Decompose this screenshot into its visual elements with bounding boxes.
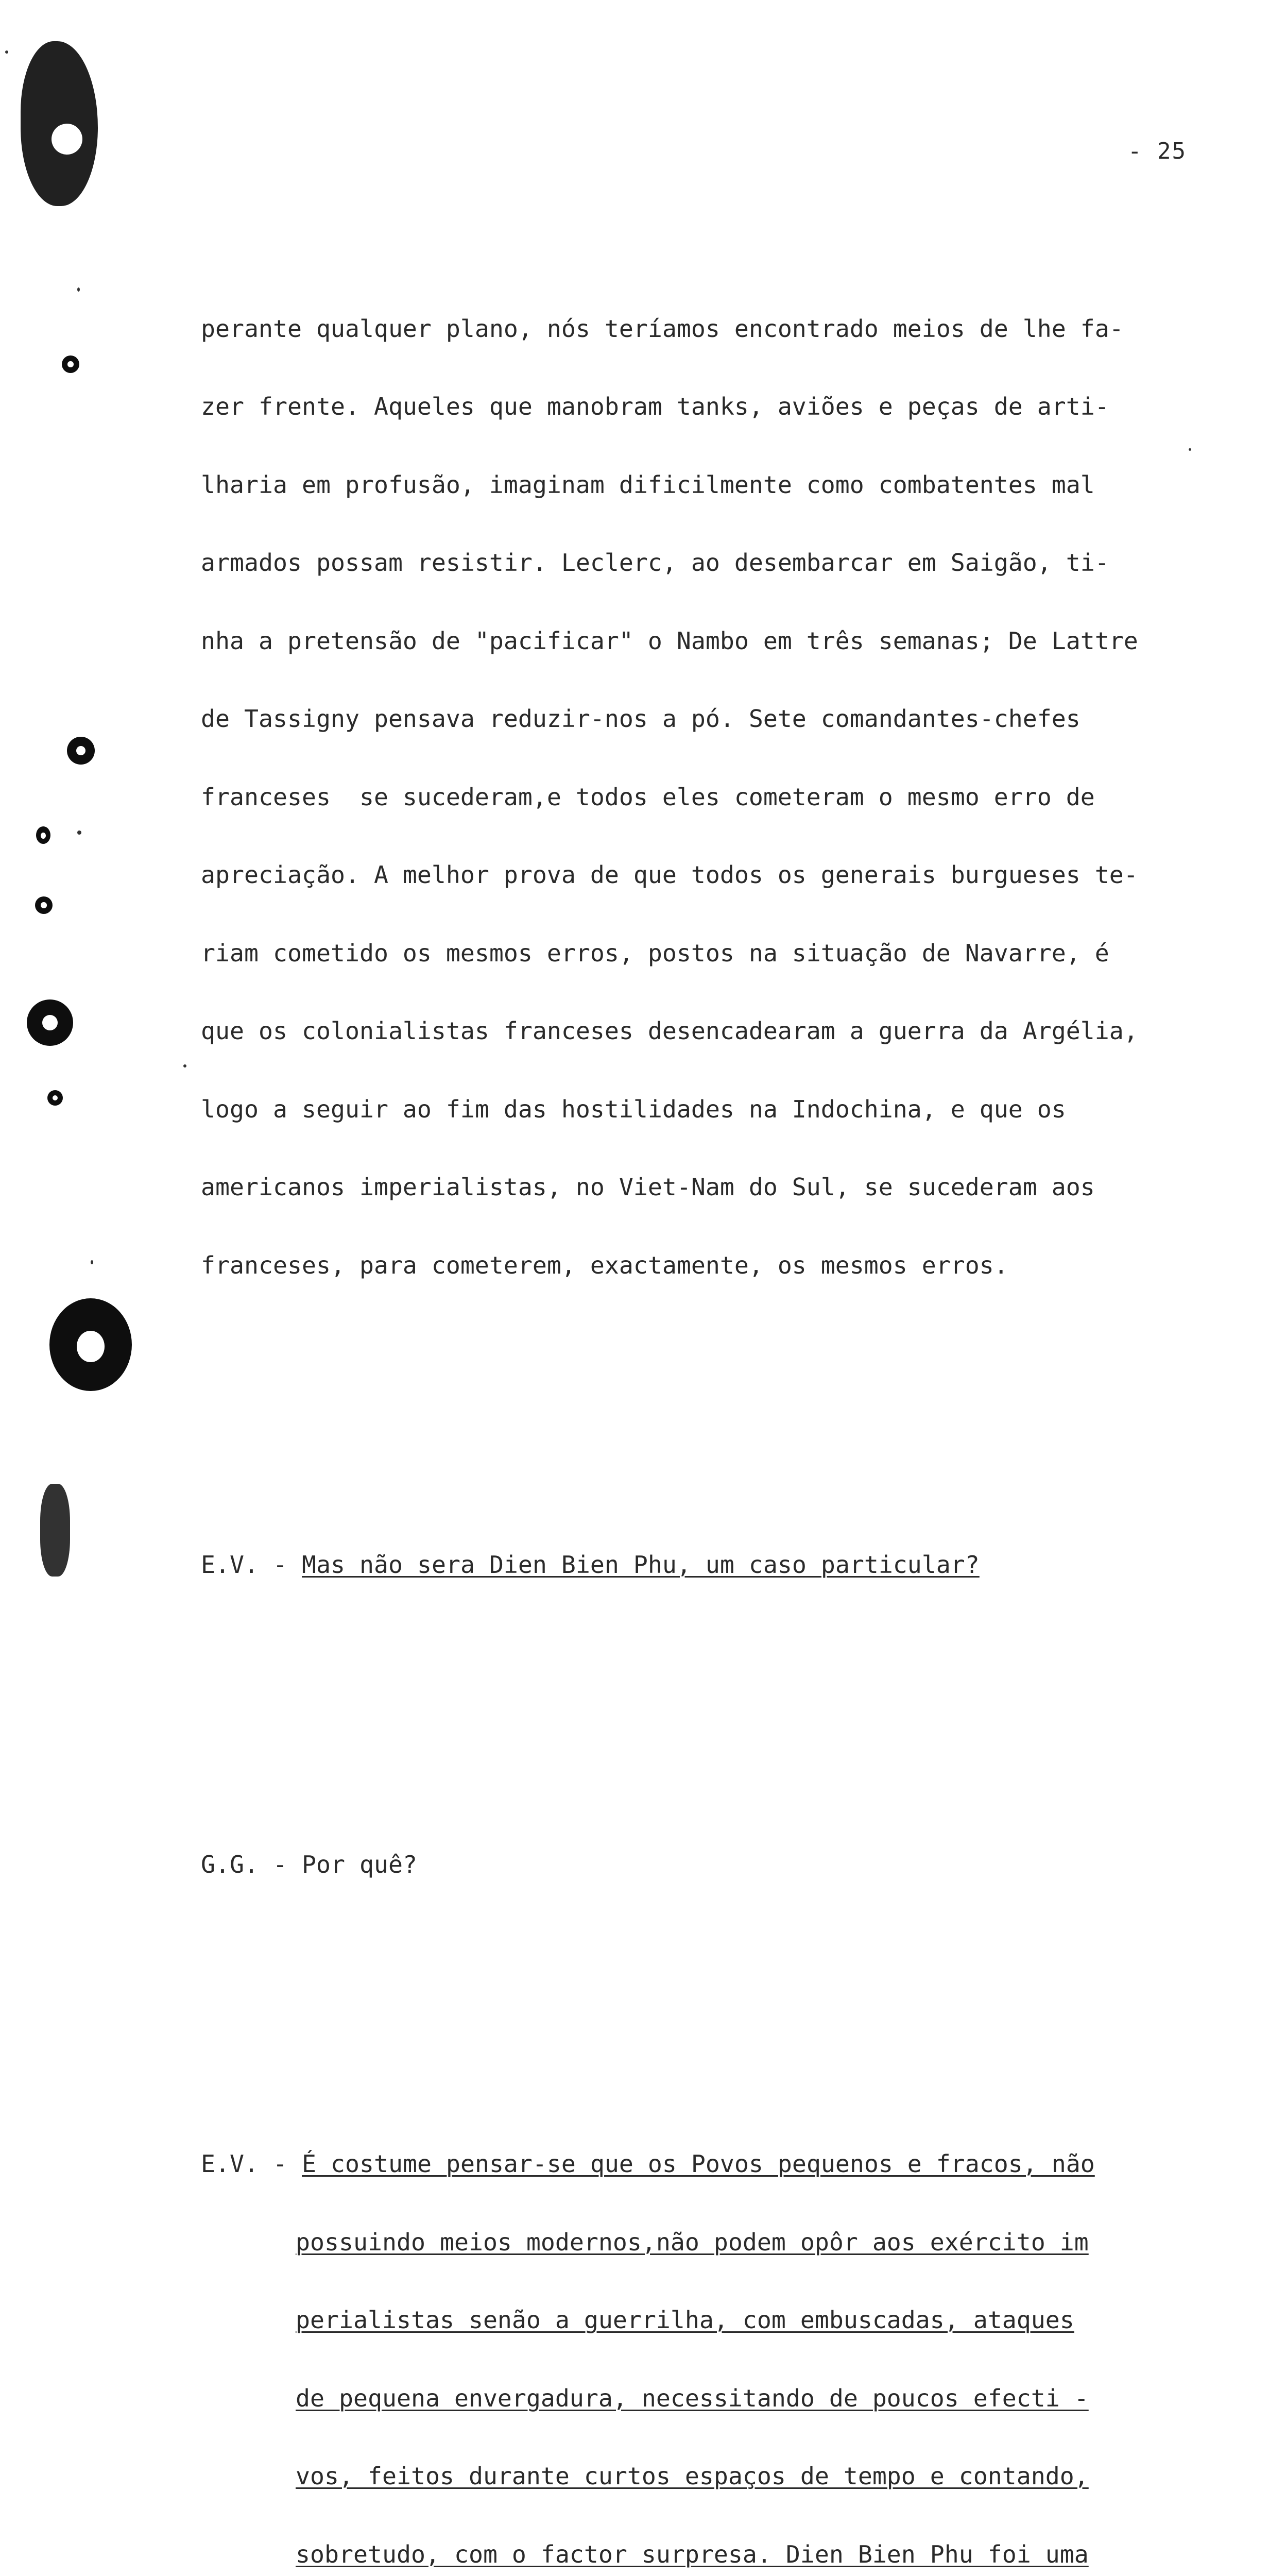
text-line: que os colonialistas franceses desencadearam a guerra da Argélia, <box>201 1017 1138 1045</box>
question-entry <box>201 2099 1226 2576</box>
page-number: - 25 <box>1128 138 1187 164</box>
text-line: nha a pretensão de "pacificar" o Nambo em três semanas; De Lattre <box>201 626 1138 655</box>
answer-entry <box>201 1800 1226 1930</box>
punch-hole-4 <box>35 896 53 914</box>
punch-hole-bottom-blot <box>40 1484 70 1577</box>
speck-6 <box>183 1064 186 1067</box>
punch-hole-7 <box>49 1298 132 1391</box>
question-text: sobretudo, com o factor surpresa. Dien Bien Phu foi uma <box>296 2540 1089 2568</box>
speaker-label: E.V. - <box>201 1551 287 1579</box>
question-entry <box>201 1500 1226 1630</box>
text-line: apreciação. A melhor prova de que todos os generais burgueses te- <box>201 861 1138 889</box>
answer-text: Por quê? <box>302 1850 417 1878</box>
punch-hole-5 <box>27 999 73 1046</box>
question-text: de pequena envergadura, necessitando de poucos efecti - <box>296 2384 1089 2412</box>
text-line: de Tassigny pensava reduzir-nos a pó. Sete comandantes-chefes <box>201 705 1081 733</box>
speck-4 <box>5 50 8 54</box>
punch-hole-3 <box>36 826 50 844</box>
text-line: armados possam resistir. Leclerc, ao desembarcar em Saigão, ti- <box>201 549 1109 577</box>
punch-hole-top-blot <box>21 41 98 206</box>
punch-hole-1 <box>62 355 79 373</box>
speck-3 <box>91 1260 93 1264</box>
question-text: É costume pensar-se que os Povos pequenos e fracos, não <box>302 2150 1095 2178</box>
speaker-label: G.G. - <box>201 1850 287 1878</box>
speck-1 <box>77 287 80 292</box>
punch-hole-top-blot-inner <box>52 124 82 155</box>
text-line: logo a seguir ao fim das hostilidades na Indochina, e que os <box>201 1095 1066 1123</box>
text-line: franceses, para cometerem, exactamente, os mesmos erros. <box>201 1251 1008 1279</box>
opening-paragraph <box>201 264 1226 1331</box>
text-line: lharia em profusão, imaginam dificilmente como combatentes mal <box>201 470 1095 499</box>
punch-hole-6 <box>47 1090 63 1106</box>
text-line: americanos imperialistas, no Viet-Nam do Sul, se sucederam aos <box>201 1173 1095 1201</box>
text-line: zer frente. Aqueles que manobram tanks, aviões e peças de arti- <box>201 393 1109 420</box>
question-text: perialistas senão a guerrilha, com embuscadas, ataques <box>296 2306 1074 2334</box>
question-text: vos, feitos durante curtos espaços de tempo e contando, <box>296 2462 1089 2490</box>
punch-hole-2 <box>67 737 95 765</box>
text-line: perante qualquer plano, nós teríamos encontrado meios de lhe fa- <box>201 314 1124 343</box>
question-text: Mas não sera Dien Bien Phu, um caso particular? <box>302 1551 980 1579</box>
document-body <box>201 185 1226 2576</box>
speck-2 <box>77 831 81 835</box>
text-line: franceses se sucederam,e todos eles cometeram o mesmo erro de <box>201 783 1095 811</box>
question-text: possuindo meios modernos,não podem opôr aos exército im <box>296 2228 1089 2256</box>
speaker-label: E.V. - <box>201 2150 287 2178</box>
text-line: riam cometido os mesmos erros, postos na situação de Navarre, é <box>201 939 1109 967</box>
